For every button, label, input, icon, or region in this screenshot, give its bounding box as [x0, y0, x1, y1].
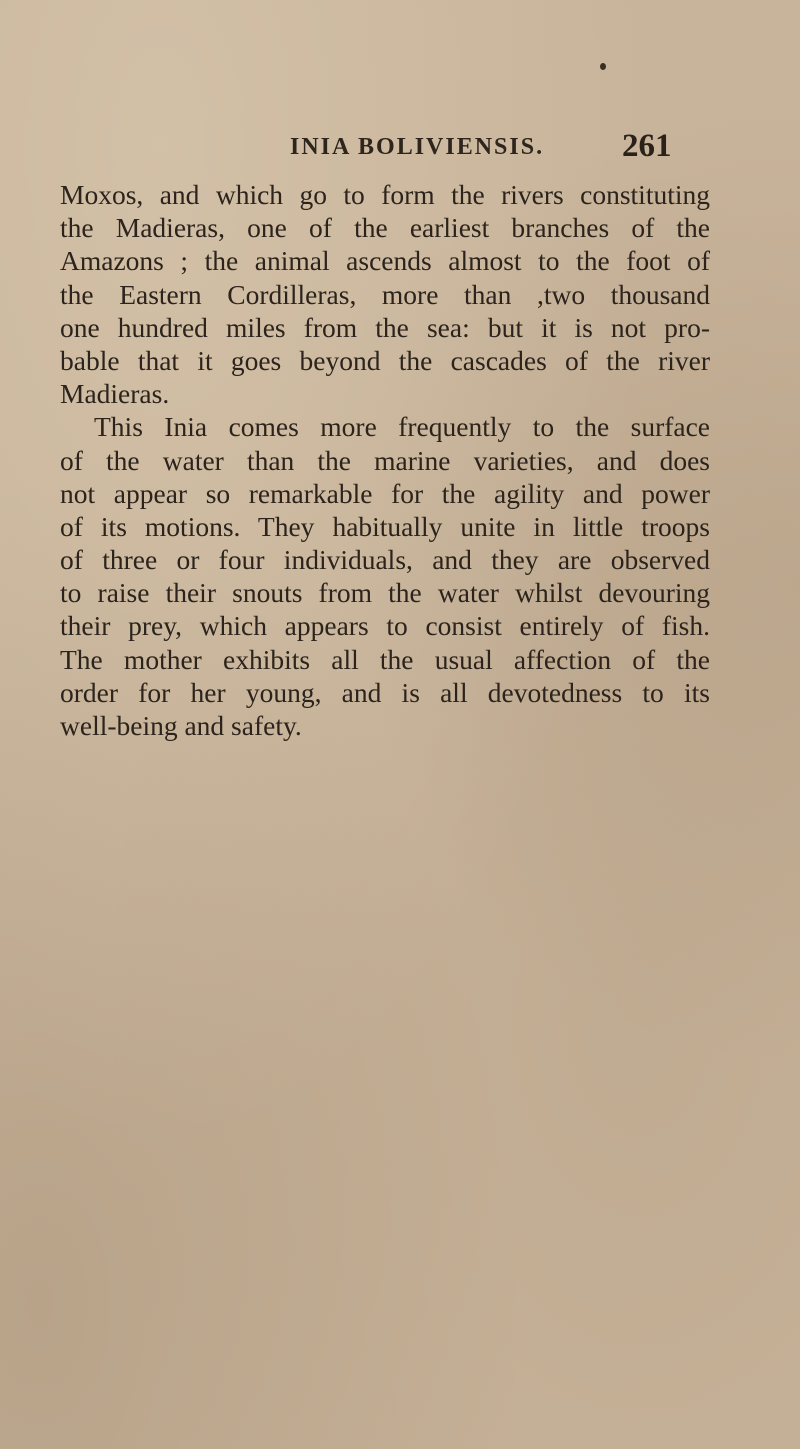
text-line: bable that it goes beyond the cascades of the river — [60, 344, 710, 376]
text-line: This Inia comes more frequently to the surface — [94, 411, 710, 443]
text-line: of three or four individuals, and they are observed — [60, 544, 710, 576]
text-line: Amazons ; the animal ascends almost to the foot of — [60, 245, 710, 277]
text-line: well-being and safety. — [60, 710, 302, 741]
page-number: 261 — [622, 128, 672, 164]
ink-speck — [600, 63, 606, 70]
text-line: to raise their snouts from the water whilst devouring — [60, 577, 710, 609]
running-title: INIA BOLIVIENSIS. — [290, 134, 545, 160]
text-line: the Eastern Cordilleras, more than ,two thousand — [60, 278, 710, 310]
text-line: order for her young, and is all devotedness to its — [60, 676, 710, 708]
paragraph-1 — [60, 178, 710, 410]
text-line: not appear so remarkable for the agility and power — [60, 477, 710, 509]
text-line: their prey, which appears to consist entirely of fish. — [60, 610, 710, 642]
text-line: Madieras. — [60, 378, 170, 410]
text-line: the Madieras, one of the earliest branches of the — [60, 212, 710, 244]
text-line: one hundred miles from the sea: but it is not pro- — [60, 311, 710, 343]
text-line: Moxos, and which go to form the rivers constituting — [60, 179, 710, 210]
text-line: of its motions. They habitually unite in little troops — [60, 510, 710, 542]
paragraph-2 — [60, 410, 710, 742]
body-text — [60, 178, 710, 742]
text-line: The mother exhibits all the usual affection of the — [60, 643, 710, 675]
running-head — [0, 128, 800, 168]
text-line: of the water than the marine varieties, and does — [60, 444, 710, 476]
